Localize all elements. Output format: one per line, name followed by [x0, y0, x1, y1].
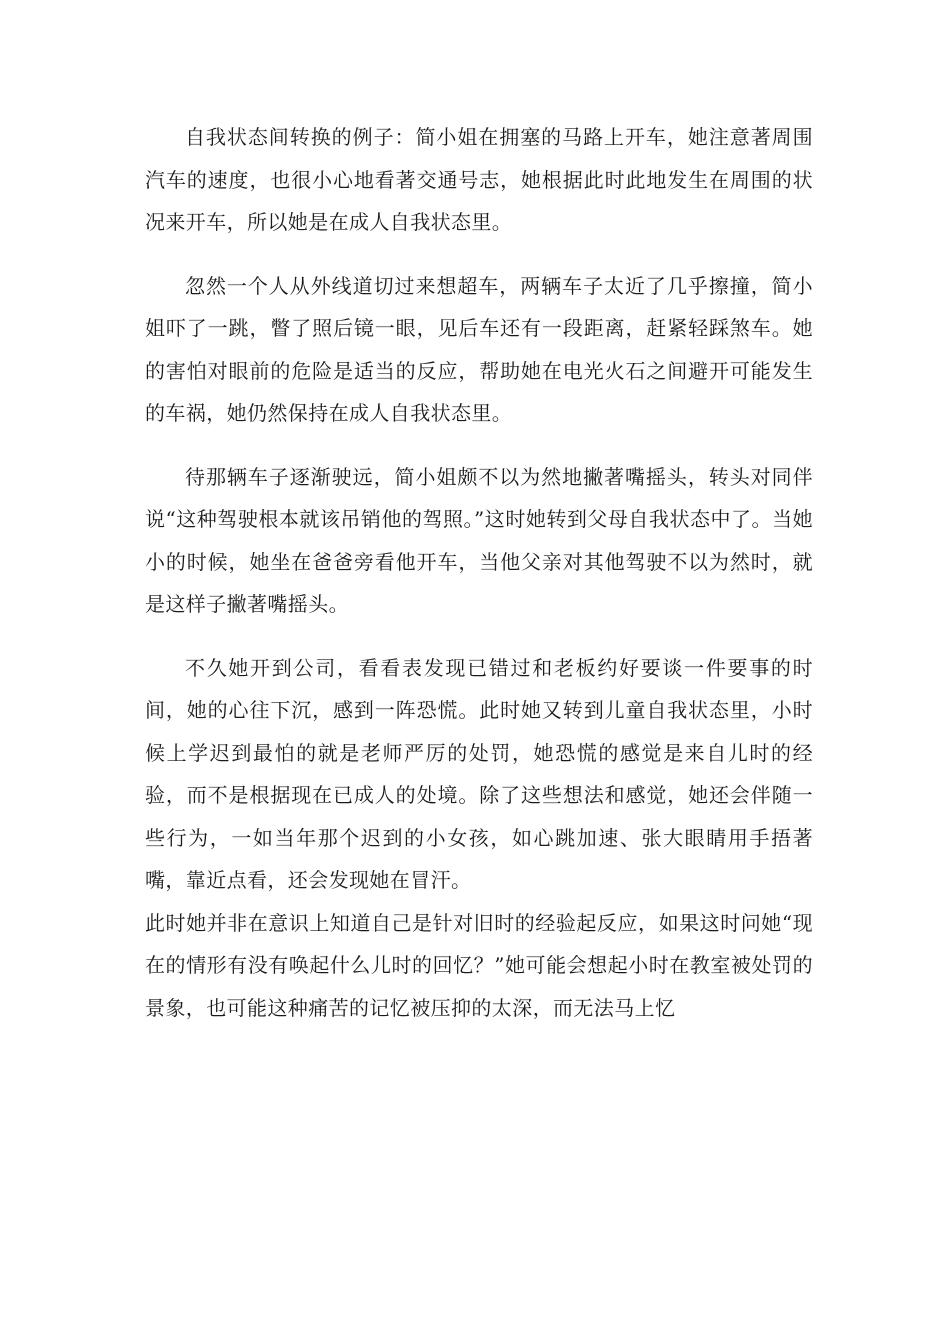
paragraph-3: 待那辆车子逐渐驶远，简小姐颇不以为然地撇著嘴摇头，转头对同伴说“这种驾驶根本就该吊销他的驾照。”这时她转到父母自我状态中了。当她小的时候，她坐在爸爸旁看他开车，当他父亲对其他驾驶不以为然时，就是这样子撇著嘴摇头。 [145, 464, 813, 616]
paragraph-2: 忽然一个人从外线道切过来想超车，两辆车子太近了几乎擦撞，简小姐吓了一跳，瞥了照后镜一眼，见后车还有一段距离，赶紧轻踩煞车。她的害怕对眼前的危险是适当的反应，帮助她在电光火石之间避开可能发生的车祸，她仍然保持在成人自我状态里。 [145, 273, 813, 425]
document-body [145, 116, 813, 1029]
paragraph-4: 不久她开到公司，看看表发现已错过和老板约好要谈一件要事的时间，她的心往下沉，感到一阵恐慌。此时她又转到儿童自我状态里，小时候上学迟到最怕的就是老师严厉的处罚，她恐慌的感觉是来自儿时的经验，而不是根据现在已成人的处境。除了这些想法和感觉，她还会伴随一些行为，一如当年那个迟到的小女孩，如心跳加速、张大眼睛用手捂著嘴，靠近点看，还会发现她在冒汗。 [145, 655, 813, 892]
paragraph-1: 自我状态间转换的例子：简小姐在拥塞的马路上开车，她注意著周围汽车的速度，也很小心地看著交通号志，她根据此时此地发生在周围的状况来开车，所以她是在成人自我状态里。 [145, 125, 813, 234]
paragraph-5: 此时她并非在意识上知道自己是针对旧时的经验起反应，如果这时问她“现在的情形有没有唤起什么儿时的回忆？”她可能会想起小时在教室被处罚的景象，也可能这种痛苦的记忆被压抑的太深，而无法马上忆 [145, 910, 813, 1020]
